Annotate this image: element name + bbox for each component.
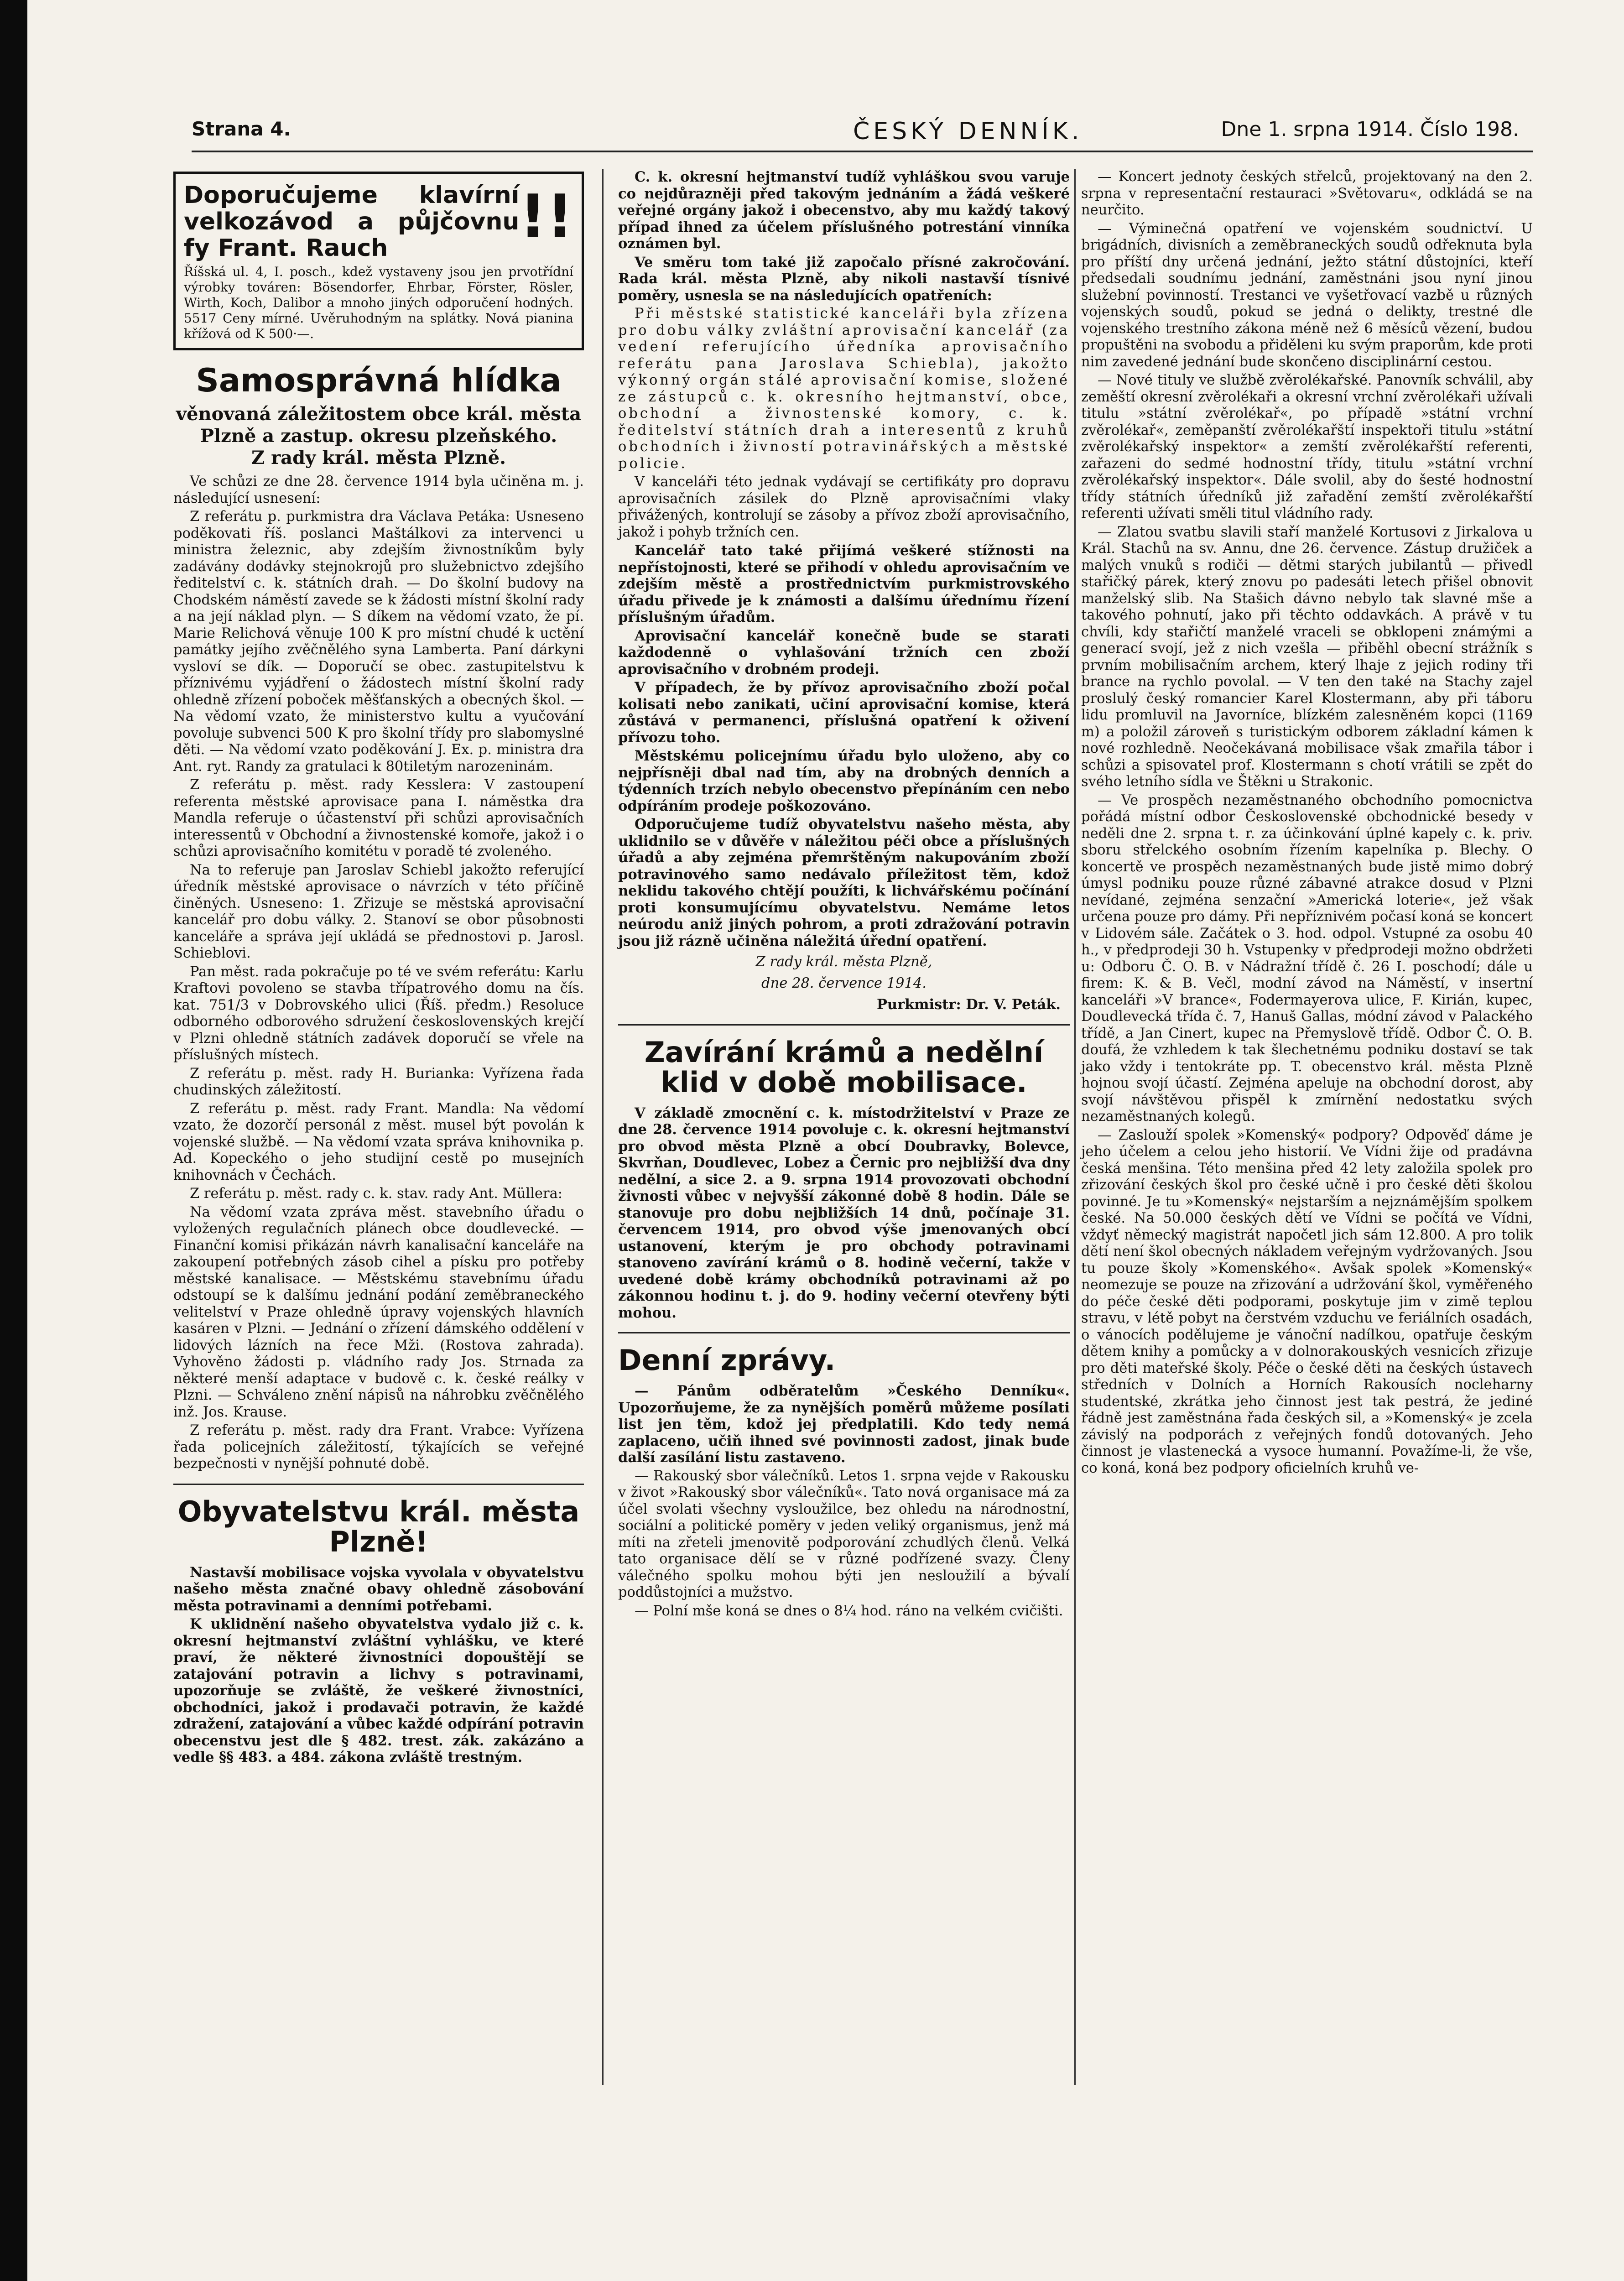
paragraph: V kanceláři této jednak vydávají se certifikáty pro dopravu aprovisačních zásilek do Plzně aprovisačními vlaky přivážených, kontrolují se zásoby a přívoz zboží aprovisačního, jakož i pohyb tržních cen. [618, 474, 1070, 540]
signature-mayor: Purkmistr: Dr. V. Peták. [876, 996, 1061, 1013]
news-item: — Pánům odběratelům »Českého Denníku«. Upozorňujeme, že za nynějších poměrů můžeme posílati list jen těm, kdož jej předplatili. Kdo tedy nemá zaplaceno, učiň ihned své povinnosti zadost, jinak bude další zasílání listu zastaveno. [618, 1383, 1070, 1466]
column-divider [602, 169, 604, 2085]
paragraph: Aprovisační kancelář konečně bude se starati každodenně o vyhlašování tržních cen zboží aprovisačního v drobném prodeji. [618, 627, 1070, 677]
paragraph: Při městské statistické kanceláři byla zřízena pro dobu války zvláštní aprovisační kancelář (za vedení referujícího úředníka aprovisačního referátu pana Jaroslava Schiebla), jakožto výkonný orgán stálé aprovisační komise, složené ze zástupců c. k. okresního hejtmanství, obce, obchodní a živnostenské komory, c. k. ředitelství státních drah a interesentů z kruhů obchodních i živností potravinářských a městské policie. [618, 306, 1070, 472]
news-item: — Zaslouží spolek »Komenský« podpory? Odpověď dáme je jeho účelem a celou jeho historií. Ve Vídni žije od pradávna česká menšina. Této menšina před 42 lety založila spolek pro zřizování českých škol pro české učně i pro české děti školou povinné. Je tu »Komenský« nejstarším a nejznámějším spolkem české. Na 50.000 českých dětí ve Vídni se počítá ve Vídni, vždyť německý magistrát napočetl jich sám 12.800. A pro tolik dětí není škol obecných nákladem veřejným vydržovaných. Jsou tu pouze školy »Komenského«. Avšak spolek »Komenský« neomezuje se pouze na zřizování a udržování škol, vyměřeného do péče české děti podporami, poskytuje jim v zimě teplou stravu, v létě pobyt na čerstvém vzduchu ve feriálních osadách, o vánocích podělujeme je vánoční nadílkou, opatřuje českým dětem knihy a pomůcky a v dolnorakouských vesnicích zřizuje pro děti mateřské školy. Péče o české děti na českých ústavech středních v Dolních a Horních Rakousích nocleharny studentské, zkrátka jeho činnost jest tak pestrá, že jediné řádně jest zaměstnána řada českých sil, a »Komenský« je zcela závislý na podporách z veřejných fondů dotovaných. Jeho činnost je vlastenecká a vysoce humanní. Považíme-li, že vše, co koná, koná bez podpory oficielních kruhů ve- [1081, 1127, 1533, 1476]
news-item: — Nové tituly ve službě zvěrolékařské. Panovník schválil, aby zeměští okresní zvěrolékaři a okresní vrchní zvěrolékaři užívali titulu »státní zvěrolékař«, po případě »státní vrchní zvěrolékař«, zeměpanští zvěrolékařští inspektoři titulu »státní zvěrolékařský inspektor« a zemští zvěrolékařští referenti, zařazeni do sedmé hodnostní třídy, titulu »státní vrchní zvěrolékařský inspektor«. Dále svolil, aby do šesté hodnostní třídy státních úředníků již zařadění zemští zvěrolékařští referenti užívati směli titul vládního rady. [1081, 372, 1533, 521]
ad-title: Doporučujeme klavírní velkozávod a půjčovnu fy Frant. Rauch [184, 182, 520, 262]
notice-title: Obyvatelstvu král. města Plzně! [177, 1495, 580, 1558]
column-divider [1074, 169, 1076, 2085]
masthead: ČESKÝ DENNÍK. [853, 118, 1083, 145]
news-item: — Rakouský sbor válečníků. Letos 1. srpna vejde v Rakousku v život »Rakouský sbor válečníků«. Tato nová organisace má za účel svolati všechny vysloužilce, bez ohledu na národnostní, sociální a politické poměry v jeden veliký organismus, jenž má míti na zřeteli jmenovitě podporování zchudlých členů. Velká tato organisace dělí se v různé podřízené svazy. Členy válečného spolku mohou býti jen nesloužilí a bývalí poddůstojníci a mužstvo. [618, 1468, 1070, 1600]
column-3 [1081, 169, 1533, 1479]
ad-body: Říšská ul. 4, I. posch., kdež vystaveny jsou jen prvotřídní výrobky továren: Bösendorfer, Ehrbar, Förster, Rösler, Wirth, Koch, Dalibor a mnoho jiných odporučení hodných. 5517 Ceny mírné. Uvěruhodným na splátky. Nová pianina křížová od K 500·—. [184, 264, 573, 341]
paragraph: Z referátu p. měst. rady c. k. stav. rady Ant. Müllera: [190, 1186, 563, 1202]
paragraph: Odporučujeme tudíž obyvatelstvu našeho města, aby uklidnilo se v důvěře v náležitou péči obce a příslušných úřadů a aby zejména přemrštěným nakupováním zboží potravinového samo nedávalo příležitost těm, kdož neklidu takového chtějí použíti, k lichvářskému počínání proti konsumujícímu obyvatelstvu. Nemáme letos neúrodu aniž jiných pohrom, a proti zdražování potravin jsou již rázně učiněna náležitá úřední opatření. [618, 816, 1070, 949]
section-subtitle-2: Z rady král. města Plzně. [251, 447, 506, 469]
paragraph: Na to referuje pan Jaroslav Schiebl jakožto referující úředník městské aprovisace o návrzích v této příčině činěných. Usneseno: 1. Zřizuje se městská aprovisační kancelář pro dobu války. 2. Stanoví se obor působnosti kanceláře a správa její ukládá se přednostovi p. Jarosl. Schieblovi. [173, 862, 584, 961]
paragraph: V případech, že by přívoz aprovisačního zboží počal kolisati nebo zanikati, učiní aprovisační komise, která zůstává v permanenci, příslušná opatření k oživení přívozu toho. [618, 679, 1070, 746]
column-2 [618, 169, 1070, 1621]
news-item: — Koncert jednoty českých střelců, projektovaný na den 2. srpna v representační restauraci »Světovaru«, odkládá se na neurčito. [1081, 169, 1533, 218]
news-item: — Polní mše koná se dnes o 8¼ hod. ráno na velkém cvičišti. [635, 1603, 1063, 1619]
section-divider [618, 1332, 1070, 1333]
daily-news-title: Denní zprávy. [618, 1344, 836, 1377]
notice-paragraph: Nastavší mobilisace vojska vyvolala v obyvatelstvu našeho města značné obavy ohledně zásobování města potravinami a denními potřebami. [173, 1564, 584, 1614]
paragraph: Z referátu p. měst. rady H. Burianka: Vyřízena řada chudinských záležitostí. [173, 1065, 584, 1098]
ad-exclamation: !! [519, 182, 573, 251]
section-title-samospravna: Samosprávná hlídka [196, 362, 562, 399]
date-issue: Dne 1. srpna 1914. Číslo 198. [1221, 118, 1519, 141]
news-item: — Zlatou svatbu slavili staří manželé Kortusovi z Jirkalova u Král. Stachů na sv. Annu, dne 26. července. Zástup družiček a malých vnuků s rodiči — dětmi starých jubilantů — přivedl stařičký párek, který znovu po padesáti letech přišel obnovit manželský slib. Na Stašich dávno nebylo tak slavné mše a takového pohnutí, jako při těchto oddavkách. A právě v tu chvíli, kdy stařičtí manželé vraceli se obklopeni známými a generací svojí, jež z nich vzešla — přiběhl obecní strážník s prvním mobilisačním archem, který lhaje z jejich rodiny tři brance na rychlo povolal. — V ten den také na Stachy zajel proslulý český romancier Karel Klostermann, aby při táboru lidu promluvil na Javorníce, blízkém zalesněném kopci (1169 m) a položil zároveň s turistickým odborem základní kámen k nové rozhledně. Neočekávaná mobilisace však zmařila tábor i schůzi a spisovatel prof. Klostermann s chotí vrátili se zpět do svého letního sídla ve Štěkni u Strakonic. [1081, 524, 1533, 790]
closing-hours-title: Zavírání krámů a nedělní klid v době mobilisace. [644, 1035, 1044, 1099]
section-divider [173, 1484, 584, 1485]
signature-line: Z rady král. města Plzně, [755, 954, 932, 970]
paragraph: C. k. okresní hejtmanství tudíž vyhláškou svou varuje co nejdůrazněji před takovým jednáním a žádá veškeré veřejné orgány jakož i obecenstvo, aby mu každý takový případ ihned za účelem příslušného potrestání vinníka oznámen byl. [618, 169, 1070, 252]
section-subtitle: věnovaná záležitostem obce král. města Plzně a zastup. okresu plzeňského. [176, 403, 582, 447]
paragraph: Z referátu p. měst. rady Kesslera: V zastoupení referenta městské aprovisace pana I. náměstka dra Mandla referuje o účastenství při schůzi aprovisačních interessentů v Obchodní a živnostenské komoře, jakož i o schůzi aprovisačního komitétu v poradě té zvoleného. [173, 777, 584, 859]
column-1 [173, 169, 584, 1768]
paragraph: Z referátu p. purkmistra dra Václava Petáka: Usneseno poděkovati říš. poslanci Maštálkovi za intervenci u ministra železnic, aby zdejším živnostníkům byly zadávány dodávky stejnokrojů pro služebnictvo zdejšího ředitelství c. k. státních drah. — Do školní budovy na Chodském náměstí zavede se k žádosti místní školní rady a na její náklad plyn. — S díkem na vědomí vzato, že pí. Marie Relichová věnuje 100 K pro místní chudé k uctění památky jejího zvěčnělého syna Lamberta. Paní dárkyni vysloví se dík. — Doporučí se obec. zastupitelstvu k příznivému vyjádření o žádostech místní školní rady ohledně zřízení poboček měšťanských a obecných škol. — Na vědomí vzato, že ministerstvo kultu a vyučování povoluje subvenci 500 K pro školní třídy pro slabomyslné děti. — Na vědomí vzato poděkování J. Ex. p. ministra dra Ant. ryt. Randy za gratulaci k 80tiletým narozeninám. [173, 509, 584, 775]
page-header [192, 118, 1533, 150]
scan-edge [0, 0, 27, 2281]
signature-date: dne 28. července 1914. [761, 975, 927, 991]
paragraph: Z referátu p. měst. rady Frant. Mandla: Na vědomí vzato, že dozorčí personál z měst. musel být povolán k vojenské službě. — Na vědomí vzata správa knihovnika p. Ad. Kopeckého o jeho studijní cestě po musejních knihovnách v Čechách. [173, 1100, 584, 1183]
paragraph: Kancelář tato také přijímá veškeré stížnosti na nepřístojnosti, které se přihodí v ohledu aprovisačním ve zdejším městě a prostřednictvím purkmistrovského úřadu přivede je k známosti a dalšímu úřednímu řízení příslušným úřadům. [618, 542, 1070, 625]
paragraph: Ve směru tom také již započalo přísné zakročování. Rada král. města Plzně, aby nikoli nastavší tísnivé poměry, usnesla se na následujících opatřeních: [618, 254, 1070, 304]
notice-paragraph: K uklidnění našeho obyvatelstva vydalo již c. k. okresní hejtmanství zvláštní vyhlášku, ve které praví, že některé živnostníci dopouštějí se zatajování potravin a lichvy s potravinami, upozorňuje se zvláště, že veškeré živnostníci, obchodníci, jakož i prodavači potravin, že každé zdražení, zatajování a vůbec každé odpírání potravin obecenstvu jest dle § 482. trest. zák. zakázáno a vedle §§ 483. a 484. zákona zvláště trestným. [173, 1616, 584, 1765]
paragraph: Na vědomí vzata zpráva měst. stavebního úřadu o vyložených regulačních plánech obce doudlevecké. — Finanční komisi přikázán návrh kanalisační kanceláře na zakoupení potřebných zásob cihel a písku pro potřeby městské kanalisace. — Městskému stavebnímu úřadu odstoupí se k dalšímu jednání podání zeměbraneckého velitelství v Praze ohledně úpravy vojenských hlavních kasáren v Plzni. — Jednání o zřízení dámského oddělení v lidových lázních na řece Mži. (Rostova zahrada). Vyhověno žádosti p. vládního rady Jos. Strnada za některé menší adaptace v budově c. k. české reálky v Plzni. — Schváleno znění nápisů na náhrobku zvěčnělého inž. Jos. Krause. [173, 1204, 584, 1420]
ad-title-row [184, 182, 573, 261]
paragraph: Ve schůzi ze dne 28. července 1914 byla učiněna m. j. následující usnesení: [173, 474, 584, 506]
paragraph: Městskému policejnímu úřadu bylo uloženo, aby co nejpřísněji dbal nad tím, aby na drobných denních a týdenních trzích nebylo obecenstvo přepínáním cen nebo odpíráním prodeje poškozováno. [618, 748, 1070, 814]
paragraph: Z referátu p. měst. rady dra Frant. Vrabce: Vyřízena řada policejních záležitostí, týkajících se veřejné bezpečnosti v nynější pohnuté době. [173, 1422, 584, 1472]
paragraph: Pan měst. rada pokračuje po té ve svém referátu: Karlu Kraftovi povoleno se stavba třípatrového domu na čís. kat. 751/3 v Dobrovského ulici (Říš. předm.) Resoluce odborného odborového sdružení československých krejčí v Plzni ohledně státních zadávek doporučí se vřele na příslušných místech. [173, 963, 584, 1063]
piano-advertisement [173, 172, 584, 350]
section-divider [618, 1024, 1070, 1026]
page-number: Strana 4. [192, 118, 291, 140]
header-rule [192, 151, 1533, 152]
paragraph: V základě zmocnění c. k. místodržitelství v Praze ze dne 28. července 1914 povoluje c. k. okresní hejtmanství pro obvod města Plzně a obcí Doubravky, Bolevce, Skvrňan, Doudlevec, Lobez a Černic pro nejbližší dva dny nedělní, a sice 2. a 9. srpna 1914 provozovati obchodní živnosti vůbec v nejvyšší zákonné době 8 hodin. Dále se stanovuje pro dobu nejbližších 14 dnů, počínaje 31. červencem 1914, pro obvod výše jmenovaných obcí ustanovení, kterým je pro obchody potravinami stanoveno zavírání krámů o 8. hodině večerní, takže v uvedené době krámy obchodníků potravinami až po zákonnou hodinu t. j. do 9. hodiny večerní otevřeny býti mohou. [618, 1104, 1070, 1321]
news-item: — Ve prospěch nezaměstnaného obchodního pomocnictva pořádá místní odbor Československé obchodnické besedy v neděli dne 2. srpna t. r. za účinkování úplné kapely c. k. priv. sboru střelckého osobním řízením kapelníka p. Blechy. O koncertě ve prospěch nezaměstnaných bude jistě mimo dobrý úmysl podniku pouze různé zábavné atrakce dosud v Plzni nevídané, zejména senzační »Americká loterie«, jež však určena pouze pro dámy. Při nepříznivém počasí koná se koncert v Lidovém sále. Začátek o 3. hod. odpol. Vstupné za osobu 40 h., v předprodeji 30 h. Vstupenky v předprodeji možno obdržeti u: Odboru Č. O. B. v Nádražní třídě č. 26 I. poschodí; dále u firem: K. & B. Večl, modní závod na Náměstí, v insertní kanceláři »V brance«, Fodermayerova ulice, F. Kirián, kupec, Doudlevecká třída č. 7, Hanuš Gallas, módní závod v Palackého třídě, a Jan Cinert, kupec na Přemyslově třídě. Odbor Č. O. B. doufá, že vzhledem k tak šlechetnému podniku dostaví se tak jako vždy i tentokráte pp. T. obecenstvo král. města Plzně hojnou svojí účastí. Zejména apeluje na obchodní dorost, aby svojí návštěvou přispěl k zmírnění nedostatku svých nezaměstnaných kolegů. [1081, 792, 1533, 1125]
news-item: — Výminečná opatření ve vojenském soudnictví. U brigádních, divisních a zeměbraneckých soudů odřeknuta byla pro příští dny určená jednání, ježto státní důstojníci, kteří předsedali soudnímu jednání, zaměstnáni jsou nyní jinou služební povinností. Trestanci ve vyšetřovací vazbě u různých vojenských soudů, pokud se jedná o delikty, trestné dle vojenského trestního zákona méně než 6 měsíců vězení, budou propuštěni na svobodu a přiděleni ku svým praporům, kde proti nim zavedené jednání bude skončeno disciplinární cestou. [1081, 220, 1533, 370]
